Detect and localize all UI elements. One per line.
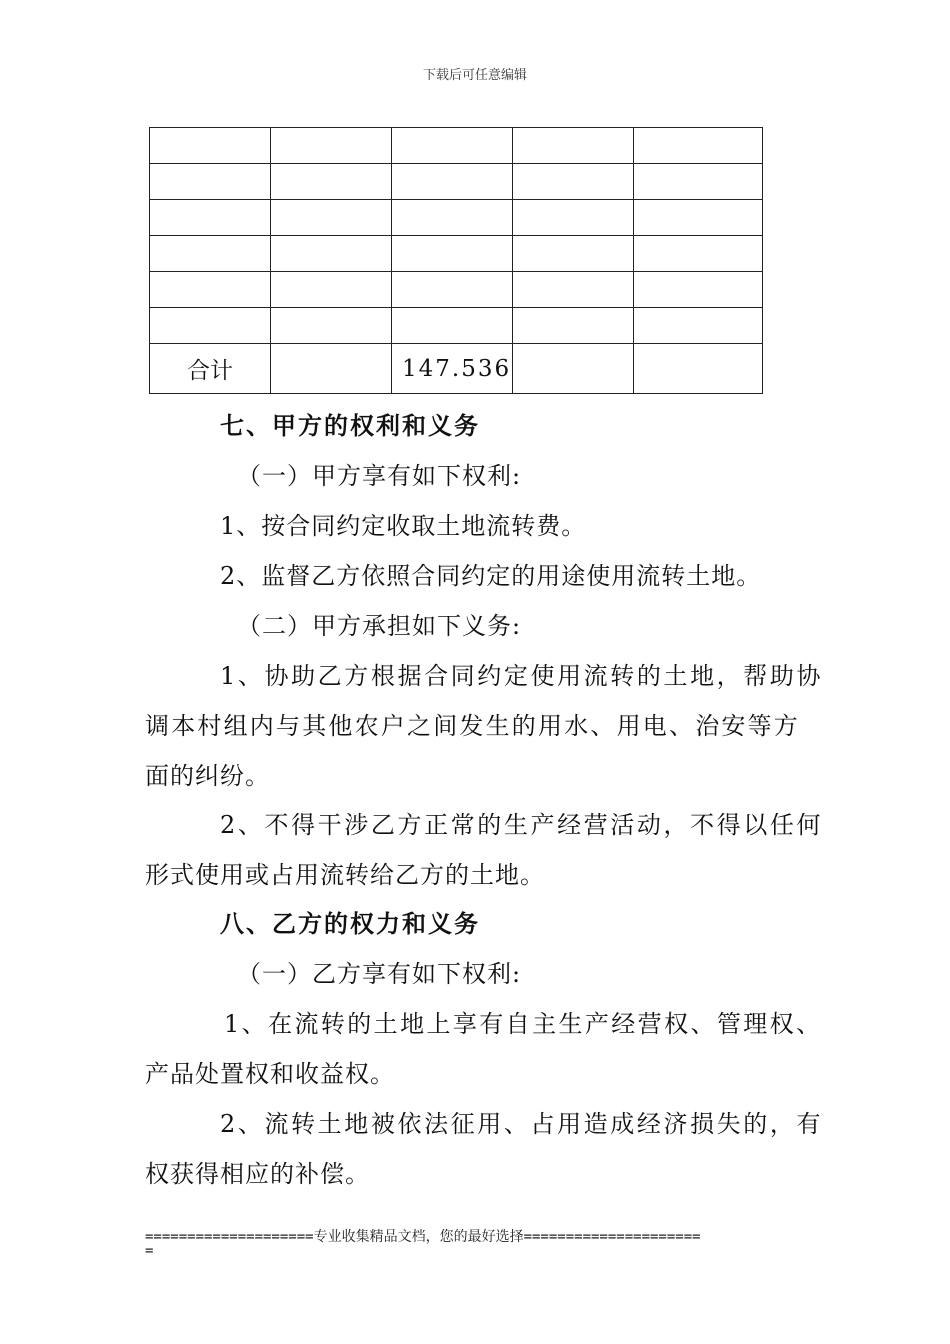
table-row — [150, 272, 763, 308]
section8-right-1-line2: 产品处置权和收益权。 — [145, 1060, 395, 1088]
section7-duty-1-line3: 面的纠纷。 — [145, 762, 270, 790]
total-cell-4 — [513, 344, 634, 394]
section8-title: 八、乙方的权力和义务 — [220, 909, 480, 938]
table-row — [150, 128, 763, 164]
section7-title: 七、甲方的权利和义务 — [220, 411, 480, 440]
land-table — [149, 127, 763, 394]
section8-right-2-line2: 权获得相应的补偿。 — [145, 1160, 370, 1188]
section7-duty-2-line2: 形式使用或占用流转给乙方的土地。 — [145, 861, 545, 889]
section7-duty-1-line2: 调本村组内与其他农户之间发生的用水、用电、治安等方 — [145, 712, 800, 740]
section7-duty-2-line1: 2、不得干涉乙方正常的生产经营活动，不得以任何 — [220, 811, 824, 839]
total-cell-2 — [271, 344, 392, 394]
total-cell-5 — [634, 344, 763, 394]
total-label-cell: 合计 — [150, 344, 271, 394]
section8-right-2-line1: 2、流转土地被依法征用、占用造成经济损失的，有 — [220, 1110, 824, 1138]
footer-banner: ====================专业收集精品文档，您的最好选择===================== — [145, 1229, 701, 1245]
section7-duty-1-line1: 1、协助乙方根据合同约定使用流转的土地，帮助协 — [220, 662, 824, 690]
table-row — [150, 236, 763, 272]
section8-rights-heading: （一）乙方享有如下权利: — [237, 960, 522, 988]
section7-right-1: 1、按合同约定收取土地流转费。 — [220, 512, 587, 540]
table-row — [150, 200, 763, 236]
footer-banner-tail: = — [145, 1243, 154, 1259]
table-row — [150, 308, 763, 344]
table-row — [150, 164, 763, 200]
section7-right-2: 2、监督乙方依照合同约定的用途使用流转土地。 — [220, 562, 762, 590]
section7-duties-heading: （二）甲方承担如下义务: — [237, 612, 522, 640]
section8-right-1-line1: 1、在流转的土地上享有自主生产经营权、管理权、 — [224, 1010, 823, 1038]
table-total-row — [150, 344, 763, 394]
section7-rights-heading: （一）甲方享有如下权利: — [237, 462, 522, 490]
total-area-cell: 147.536 — [392, 344, 513, 394]
header-note: 下载后可任意编辑 — [422, 68, 527, 83]
